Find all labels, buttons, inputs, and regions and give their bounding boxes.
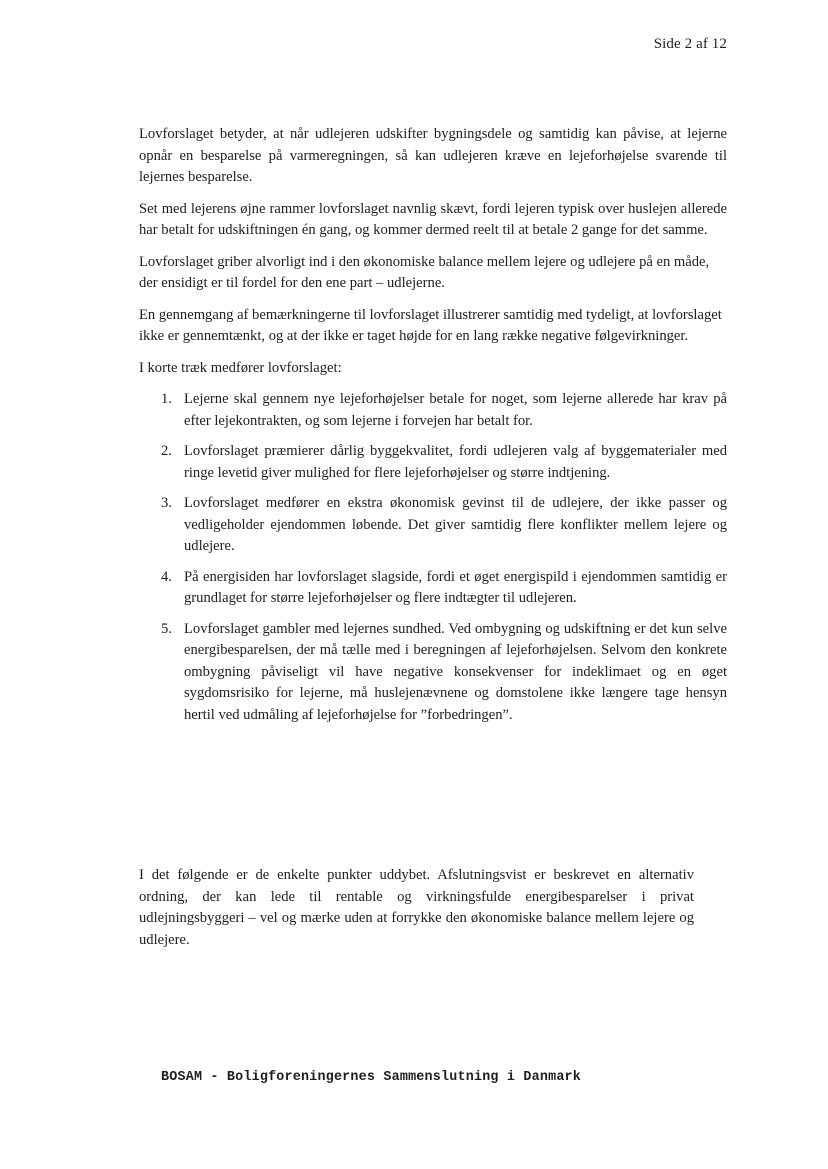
list-item-number: 5.	[161, 620, 172, 637]
list-item	[139, 619, 727, 727]
paragraph-balance: Lovforslaget griber alvorligt ind i den økonomiske balance mellem lejere og udlejere på en måde, der ensidigt er til fordel for den ene part – udlejerne.	[139, 253, 710, 291]
paragraph-summary-lead: I korte træk medfører lovforslaget:	[139, 359, 342, 376]
list-item	[139, 389, 727, 432]
paragraph-tenant-view: Set med lejerens øjne rammer lovforslaget navnlig skævt, fordi lejeren typisk over huslejen allerede har betalt for udskiftningen én gang, og kommer dermed reelt til at betale 2 gange for det samme.	[139, 200, 727, 238]
list-item-text: Lovforslaget medfører en ekstra økonomisk gevinst til de udlejere, der ikke passer og vedligeholder ejendommen løbende. Det giver samtidig flere konflikter mellem lejere og udlejere.	[184, 495, 727, 554]
list-item-text: Lejerne skal gennem nye lejeforhøjelser betale for noget, som lejerne allerede har krav på efter lejekontrakten, og som lejerne i forvejen har betalt for.	[184, 391, 727, 429]
list-item	[139, 441, 727, 484]
paragraph-review: En gennemgang af bemærkningerne til lovforslaget illustrerer samtidig med tydeligt, at lovforslaget ikke er gennemtænkt, og at der ikke er taget højde for en lang række negative følgevirkninger.	[139, 306, 722, 344]
list-item-text: På energisiden har lovforslaget slagside, fordi et øget energispild i ejendommen samtidig er grundlaget for større lejeforhøjelser og flere indtægter til udlejeren.	[184, 568, 727, 606]
list-item-number: 4.	[161, 568, 172, 585]
list-item-number: 3.	[161, 495, 172, 511]
paragraph-closing: I det følgende er de enkelte punkter uddybet. Afslutningsvist er beskrevet en alternativ ordning, der kan lede til rentable og virkningsfulde energibesparelser i privat udlejningsbyggeri – vel og mærke uden at forrykke den økonomiske balance mellem lejere og udlejere.	[139, 867, 694, 948]
page-number: Side 2 af 12	[653, 36, 727, 52]
list-item-text: Lovforslaget præmierer dårlig byggekvalitet, fordi udlejeren valg af byggematerialer med ringe levetid giver mulighed for flere lejeforhøjelser og større indtjening.	[184, 443, 727, 481]
list-item	[139, 567, 727, 610]
list-item-number: 2.	[161, 443, 172, 459]
paragraph-intro: Lovforslaget betyder, at når udlejeren udskifter bygningsdele og samtidig kan påvise, at lejerne opnår en besparelse på varmeregningen, så kan udlejeren kræve en lejeforhøjelse svarende til lejernes besparelse.	[139, 126, 727, 185]
list-item	[139, 493, 727, 558]
list-item-text: Lovforslaget gambler med lejernes sundhed. Ved ombygning og udskiftning er det kun selve energibesparelsen, der må tælle med i beregningen af lejeforhøjelsen. Selvom den konkrete ombygning påviseligt vil have negative konsekvenser for indeklimaet og en øget sygdomsrisiko for lejerne, må huslejenævnene og domstolene ikke længere tage hensyn hertil ved udmåling af lejeforhøjelse for ”forbedringen”.	[184, 620, 727, 723]
consequence-list	[139, 389, 727, 726]
document-body	[139, 124, 727, 735]
list-item-number: 1.	[161, 391, 172, 407]
footer-organization: BOSAM - Boligforeningernes Sammenslutning i Danmark	[161, 1070, 582, 1085]
